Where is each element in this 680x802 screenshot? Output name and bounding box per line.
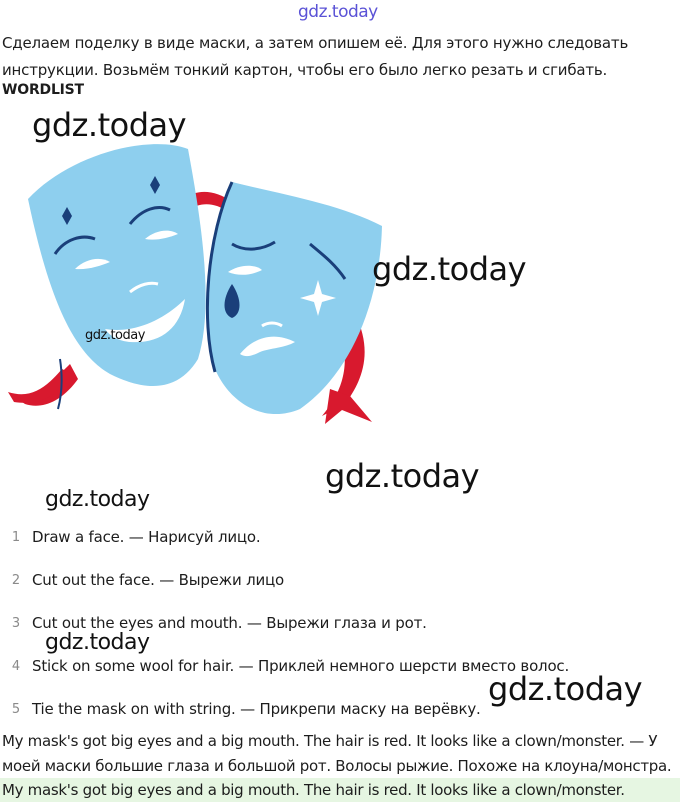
list-item xyxy=(0,651,569,681)
intro-paragraph: Сделаем поделку в виде маски, а затем опишем её. Для этого нужно следовать инструкции. Возьмём тонкий картон, чтобы его было легко резать и сгибать. xyxy=(2,34,629,79)
description-paragraph: My mask's got big eyes and a big mouth. The hair is red. It looks like a clown/monster. — У моей маски большие глаза и большой рот. Волосы рыжие. Похоже на клоуна/монстра. xyxy=(2,732,672,775)
step-text: Tie the mask on with string. — Прикрепи маску на верёвку. xyxy=(32,700,481,718)
list-item xyxy=(0,608,427,638)
watermark-7: gdz.today xyxy=(488,670,643,708)
list-item xyxy=(0,522,260,552)
step-text: Cut out the eyes and mouth. — Вырежи глаза и рот. xyxy=(32,614,427,632)
watermark-1: gdz.today xyxy=(32,106,187,144)
list-item xyxy=(0,694,481,724)
watermark-5: gdz.today xyxy=(45,487,150,512)
step-number: 5 xyxy=(11,701,21,717)
watermark-2: gdz.today xyxy=(372,250,527,288)
list-item xyxy=(0,565,284,595)
watermark-top: gdz.today xyxy=(298,2,378,22)
step-text: Stick on some wool for hair. — Приклей немного шерсти вместо волос. xyxy=(32,657,570,675)
theatre-masks-illustration xyxy=(0,104,400,434)
highlighted-answer: My mask's got big eyes and a big mouth. The hair is red. It looks like a clown/monster. xyxy=(0,778,680,802)
step-number: 2 xyxy=(11,572,21,588)
step-text: Draw a face. — Нарисуй лицо. xyxy=(32,528,261,546)
watermark-6: gdz.today xyxy=(45,630,150,655)
watermark-4: gdz.today xyxy=(325,457,480,495)
step-number: 3 xyxy=(11,615,21,631)
step-text: Cut out the face. — Вырежи лицо xyxy=(32,571,285,589)
step-number: 4 xyxy=(11,658,21,674)
wordlist-heading: WORDLIST xyxy=(2,82,84,98)
watermark-3: gdz.today xyxy=(85,328,145,343)
comedy-mask xyxy=(28,144,206,386)
step-number: 1 xyxy=(11,529,21,545)
